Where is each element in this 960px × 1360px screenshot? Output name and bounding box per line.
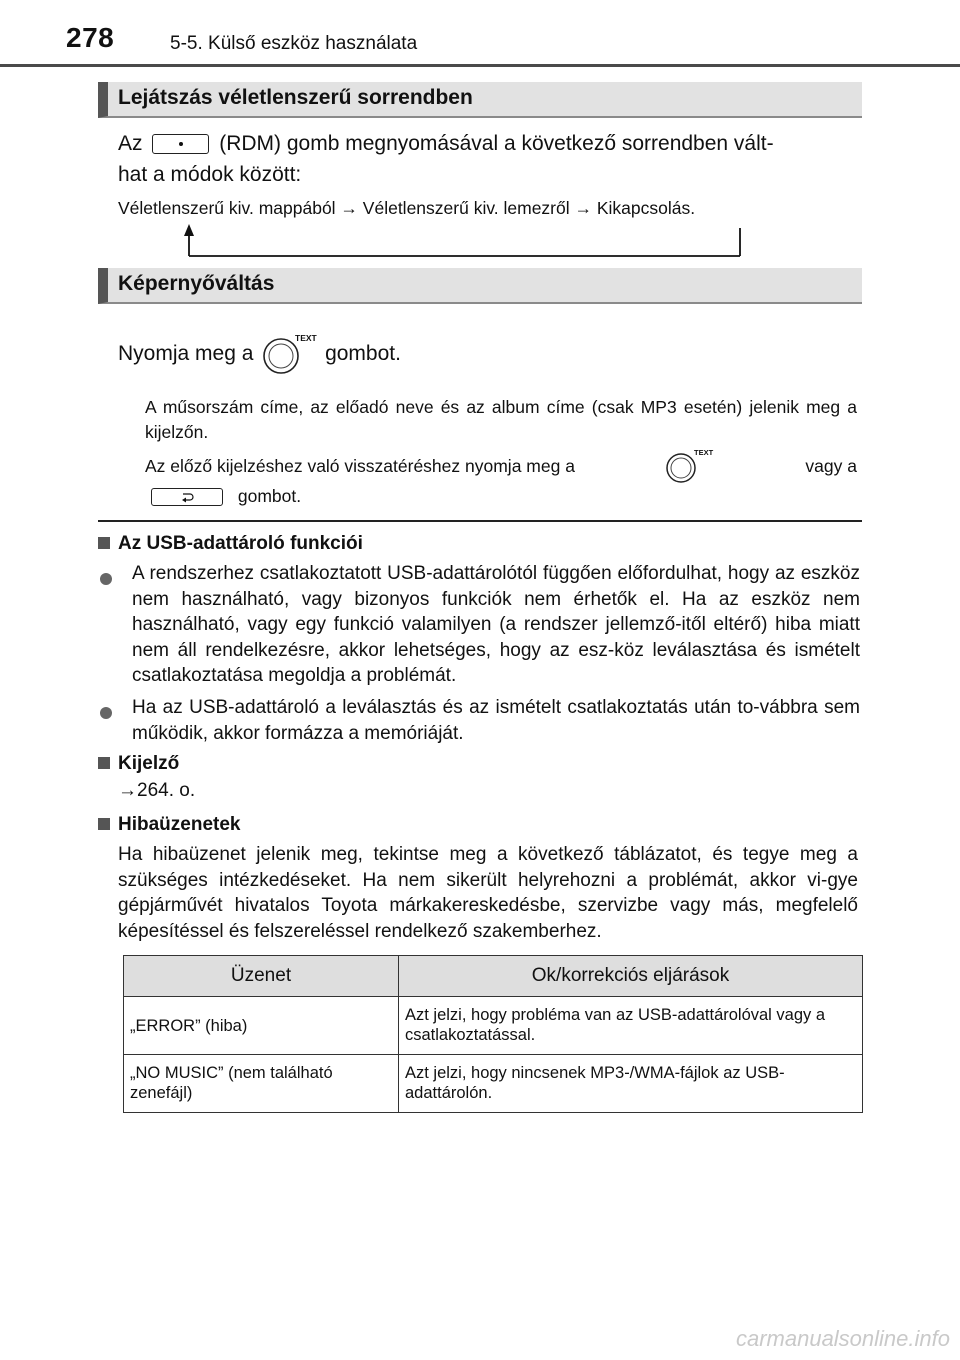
usb-title: Az USB-adattároló funkciói — [118, 533, 363, 554]
back-instruction — [145, 448, 857, 509]
display-title: Kijelző — [118, 753, 180, 774]
table-header-row — [124, 956, 863, 997]
table-cell-message: „NO MUSIC” (nem található zenefájl) — [124, 1055, 399, 1113]
section-heading-display — [98, 268, 862, 304]
text-knob-icon-small — [663, 448, 717, 484]
usb-bullet-2-text: Ha az USB-adattároló a leválasztás és az ismételt csatlakoztatás után to-vábbra sem működik, akkor formázza a memóriáját. — [132, 697, 860, 744]
section-divider — [98, 520, 862, 522]
usb-bullet-2 — [98, 695, 860, 746]
display-description: A műsorszám címe, az előadó neve és az album címe (csak MP3 esetén) jelenik meg a kijelzőn. — [145, 397, 857, 442]
table-cell-action: Azt jelzi, hogy nincsenek MP3-/WMA-fájlok az USB-adattárolón. — [399, 1055, 863, 1113]
back-before: Az előző kijelzéshez való visszatéréshez nyomja meg a — [145, 455, 575, 476]
press-before: Nyomja meg a — [118, 342, 254, 365]
display-page-ref: →264. o. — [118, 780, 196, 801]
header-divider — [0, 64, 960, 67]
press-after: gombot. — [325, 342, 401, 365]
cycle-arrow-icon — [180, 222, 750, 262]
mode-sequence: Véletlenszerű kiv. mappából → Véletlenszerű kiv. lemezről → Kikapcsolás. — [118, 198, 696, 218]
intro-after: (RDM) gomb megnyomásával a következő sorrendben vált- — [219, 132, 774, 155]
page-number: 278 — [66, 22, 115, 53]
text-knob-icon — [259, 332, 319, 376]
back-middle: vagy a — [805, 455, 857, 476]
watermark: carmanualsonline.info — [735, 1326, 950, 1351]
usb-bullet-1-text: A rendszerhez csatlakoztatott USB-adattárolótól függően előfordulhat, hogy az eszköz nem használható, vagy bizonyos funkciók nem érhetők el. Ha az eszköz nem használható, vagy egy funkció valamilyen (a rendszer jellemző-itől eltérő) hiba miatt nem áll rendelkezésre, akkor lehetséges, hogy az esz-köz leválasztása és ismételt csatlakoztatása megoldja a problémát. — [132, 563, 860, 686]
random-intro — [118, 128, 868, 190]
display-heading — [98, 753, 179, 775]
error-message-table — [123, 955, 863, 1113]
press-text-line — [118, 330, 618, 378]
errors-text: Ha hibaüzenet jelenik meg, tekintse meg a következő táblázatot, és tegye meg a szükséges intézkedéseket. Ha nem sikerült helyrehozni a problémát, akkor vi-gye gépjárművét hivatalos Toyota márkakereskedésbe, szervizbe vagy más, megfelelő képesítéssel és felszereléssel rendelkező szakemberhez. — [118, 844, 858, 942]
section-title-random: Lejátszás véletlenszerű sorrendben — [118, 86, 473, 109]
table-row — [124, 1055, 863, 1113]
intro-before: Az — [118, 132, 143, 155]
table-cell-message: „ERROR” (hiba) — [124, 997, 399, 1055]
chapter-title: 5-5. Külső eszköz használata — [170, 33, 418, 54]
intro-line2: hat a módok között: — [118, 163, 302, 186]
table-header-action: Ok/korrekciós eljárások — [399, 956, 863, 997]
usb-bullet-1 — [98, 561, 860, 689]
rdm-button-icon — [152, 134, 209, 154]
back-after: gombot. — [237, 486, 302, 506]
knob-label: TEXT — [295, 333, 317, 344]
usb-heading — [98, 533, 363, 555]
table-header-message: Üzenet — [124, 956, 399, 997]
table-cell-action: Azt jelzi, hogy probléma van az USB-adattárolóval vagy a csatlakoztatással. — [399, 997, 863, 1055]
round-bullet-icon — [100, 573, 112, 585]
square-bullet-icon — [98, 757, 110, 769]
table-row — [124, 997, 863, 1055]
errors-heading — [98, 814, 240, 836]
svg-text:TEXT: TEXT — [694, 448, 714, 457]
section-heading-random — [98, 82, 862, 118]
errors-title: Hibaüzenetek — [118, 814, 241, 835]
square-bullet-icon — [98, 537, 110, 549]
square-bullet-icon — [98, 818, 110, 830]
round-bullet-icon — [100, 707, 112, 719]
section-title-display: Képernyőváltás — [118, 272, 275, 295]
back-button-icon — [151, 488, 223, 506]
